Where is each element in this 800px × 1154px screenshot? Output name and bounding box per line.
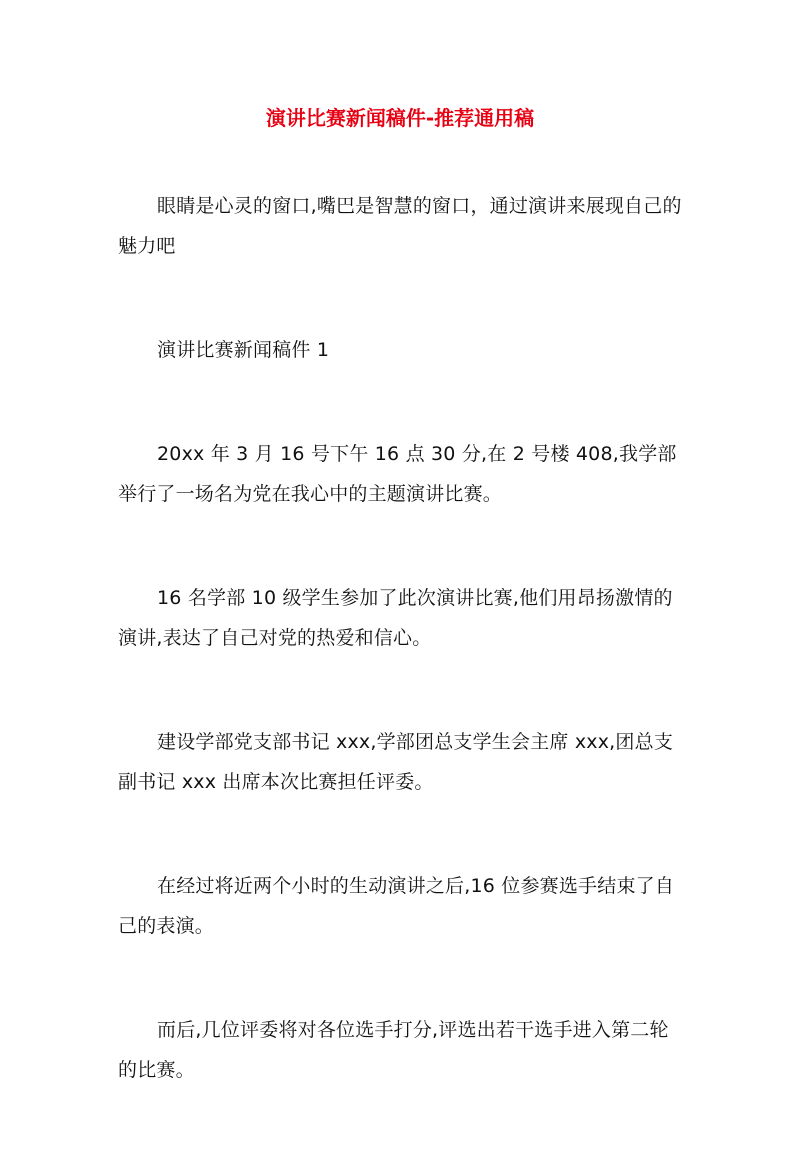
paragraph-subheading: 演讲比赛新闻稿件 1 bbox=[157, 339, 330, 361]
paragraph-scoring: 而后,几位评委将对各位选手打分,评选出若干选手进入第二轮的比赛。 bbox=[118, 1019, 669, 1081]
document-body bbox=[118, 186, 682, 1154]
document-title: 演讲比赛新闻稿件-推荐通用稿 bbox=[265, 106, 535, 130]
paragraph-intro: 眼睛是心灵的窗口,嘴巴是智慧的窗口，通过演讲来展现自己的魅力吧 bbox=[118, 195, 682, 257]
paragraph-judges: 建设学部党支部书记 xxx,学部团总支学生会主席 xxx,团总支副书记 xxx 出席本次比赛担任评委。 bbox=[118, 731, 674, 793]
paragraph-performance: 在经过将近两个小时的生动演讲之后,16 位参赛选手结束了自己的表演。 bbox=[118, 875, 675, 937]
paragraph-participants: 16 名学部 10 级学生参加了此次演讲比赛,他们用昂扬激情的演讲,表达了自己对党的热爱和信心。 bbox=[118, 587, 673, 649]
paragraph-event-time: 20xx 年 3 月 16 号下午 16 点 30 分,在 2 号楼 408,我学部举行了一场名为党在我心中的主题演讲比赛。 bbox=[118, 443, 677, 505]
